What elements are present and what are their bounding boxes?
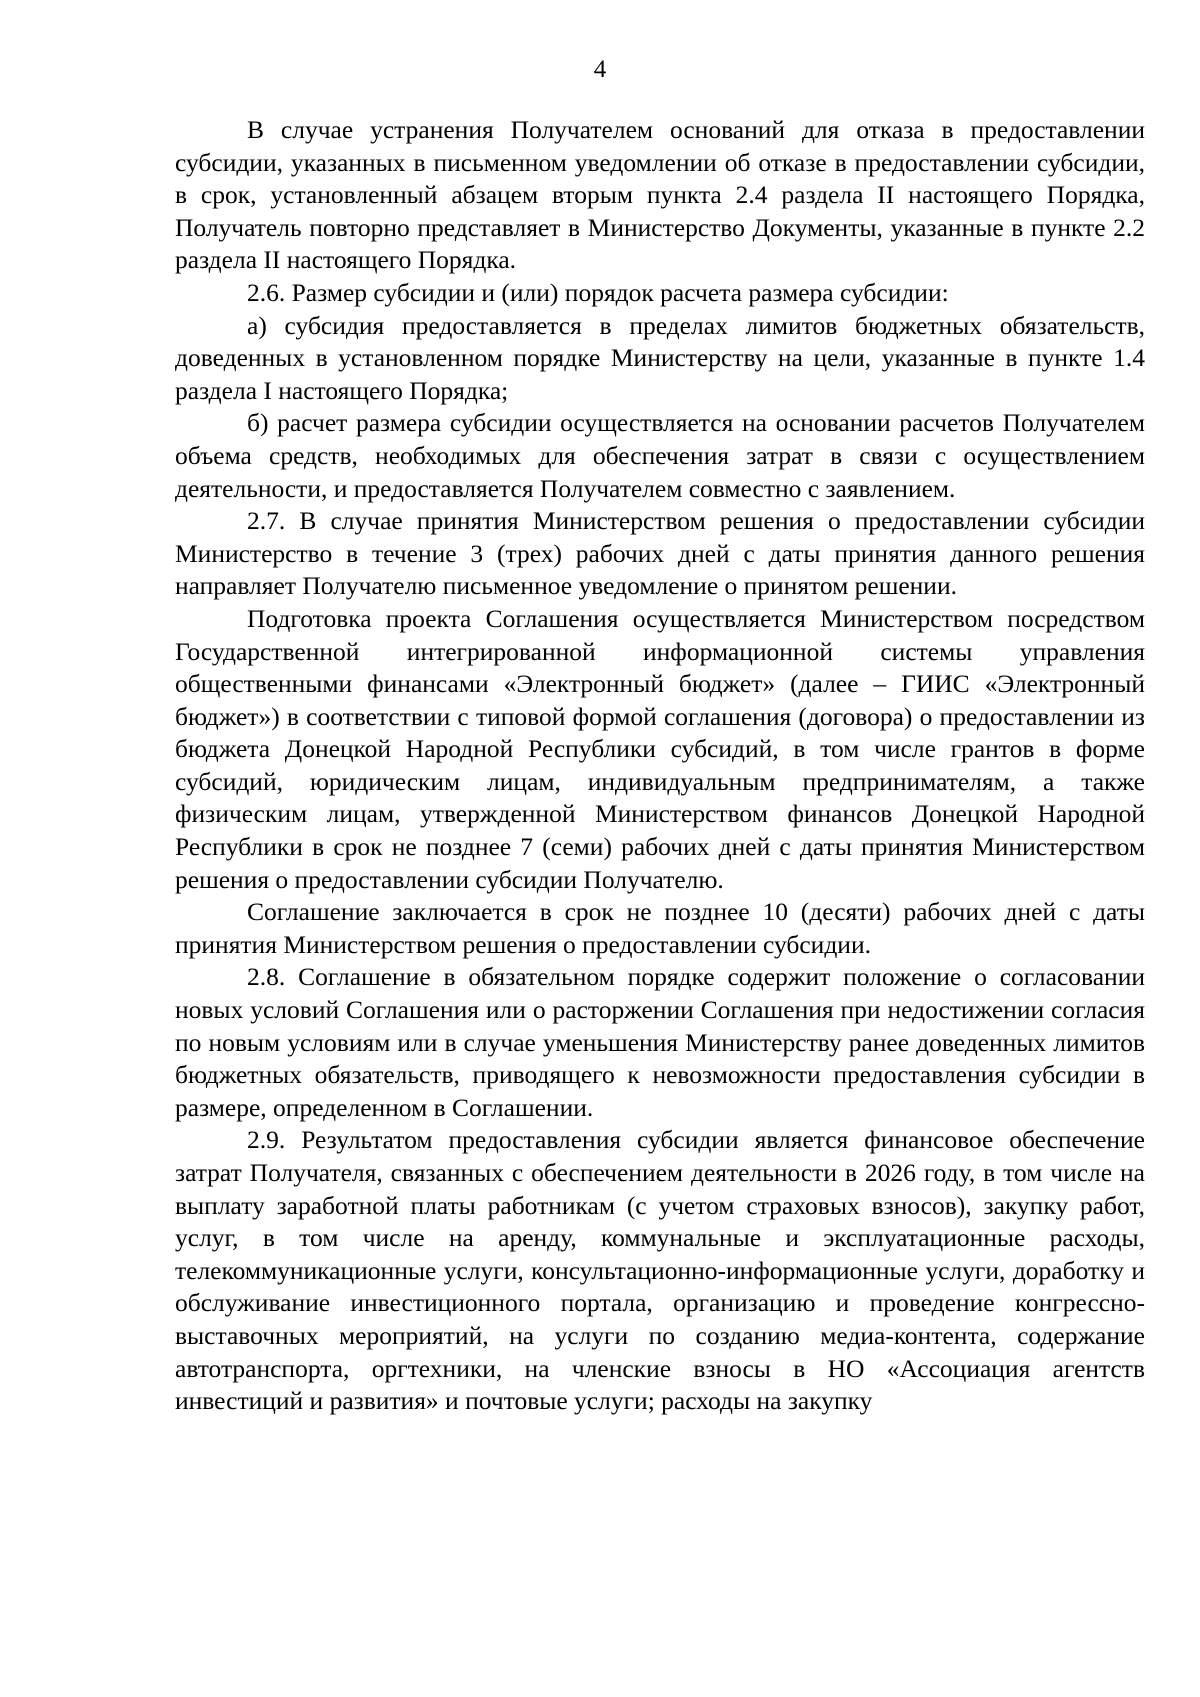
paragraph-2-9: 2.9. Результатом предоставления субсидии является финансовое обеспечение затрат Получателя, связанных с обеспечением деятельности в 2026 году, в том числе на выплату заработной платы работникам (с учетом страховых взносов), закупку работ, услуг, в том числе на аренду, коммунальные и эксплуатационные расходы, телекоммуникационные услуги, консультационно-информационные услуги, доработку и обслуживание инвестиционного портала, организацию и проведение конгрессно-выставочных мероприятий, на услуги по созданию медиа-контента, содержание автотранспорта, оргтехники, на членские взносы в НО «Ассоциация агентств инвестиций и развития» и почтовые услуги; расходы на закупку (175, 1125, 1145, 1416)
paragraph-2-6-a: а) субсидия предоставляется в пределах лимитов бюджетных обязательств, доведенных в установленном порядке Министерству на цели, указанные в пункте 1.4 раздела I настоящего Порядка; (175, 310, 1145, 405)
paragraph-agreement-preparation: Подготовка проекта Соглашения осуществляется Министерством посредством Государственной интегрированной информационной системы управления общественными финансами «Электронный бюджет» (далее – ГИИС «Электронный бюджет») в соответствии с типовой формой соглашения (договора) о предоставлении из бюджета Донецкой Народной Республики субсидий, в том числе грантов в форме субсидий, юридическим лицам, индивидуальным предпринимателям, а также физическим лицам, утвержденной Министерством финансов Донецкой Народной Республики в срок не позднее 7 (семи) рабочих дней с даты принятия Министерством решения о предоставлении субсидии Получателю. (175, 603, 1145, 894)
paragraph-agreement-deadline: Соглашение заключается в срок не позднее 10 (десяти) рабочих дней с даты принятия Министерством решения о предоставлении субсидии. (175, 897, 1145, 959)
document-body (175, 114, 1145, 1418)
paragraph-2-6-b: б) расчет размера субсидии осуществляется на основании расчетов Получателем объема средств, необходимых для обеспечения затрат в связи с осуществлением деятельности, и предоставляется Получателем совместно с заявлением. (175, 408, 1145, 503)
page-number: 4 (593, 56, 607, 83)
paragraph-2-7: 2.7. В случае принятия Министерством решения о предоставлении субсидии Министерство в течение 3 (трех) рабочих дней с даты принятия данного решения направляет Получателю письменное уведомление о принятом решении. (175, 506, 1145, 601)
paragraph-resubmission: В случае устранения Получателем оснований для отказа в предоставлении субсидии, указанных в письменном уведомлении об отказе в предоставлении субсидии, в срок, установленный абзацем вторым пункта 2.4 раздела II настоящего Порядка, Получатель повторно представляет в Министерство Документы, указанные в пункте 2.2 раздела II настоящего Порядка. (175, 115, 1145, 275)
paragraph-2-8: 2.8. Соглашение в обязательном порядке содержит положение о согласовании новых условий Соглашения или о расторжении Соглашения при недостижении согласия по новым условиям или в случае уменьшения Министерству ранее доведенных лимитов бюджетных обязательств, приводящего к невозможности предоставления субсидии в размере, определенном в Соглашении. (175, 962, 1145, 1122)
paragraph-2-6-heading: 2.6. Размер субсидии и (или) порядок расчета размера субсидии: (247, 277, 949, 307)
